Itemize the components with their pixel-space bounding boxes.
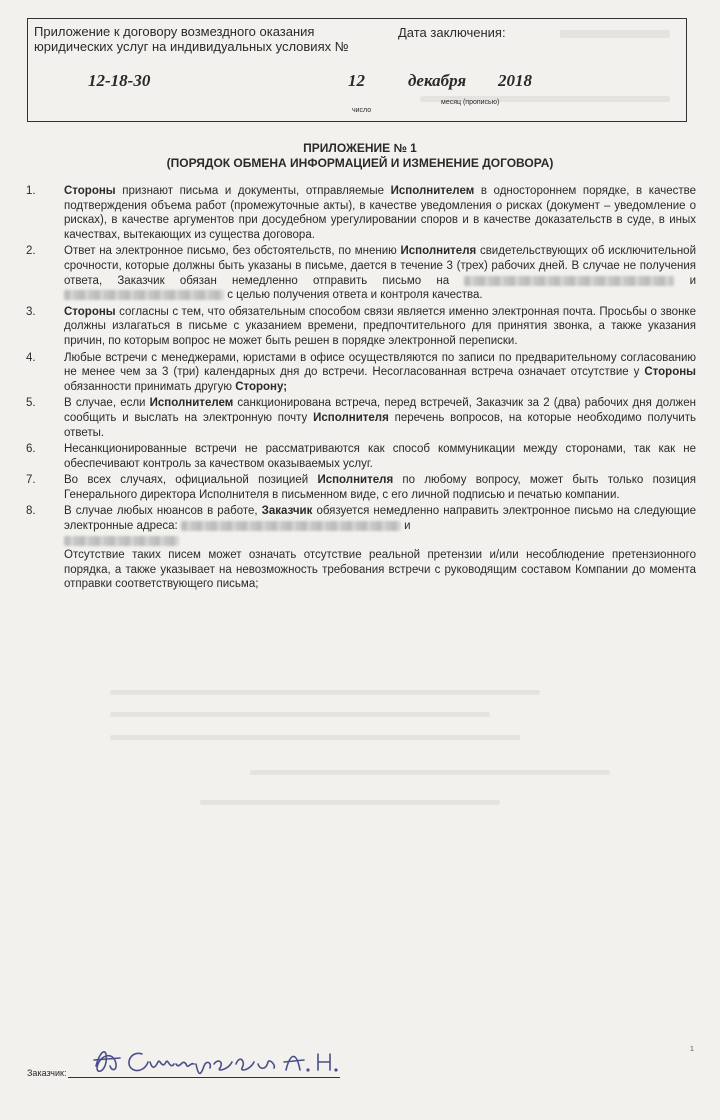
bleed-through — [110, 690, 540, 695]
clause-3 — [26, 305, 696, 349]
page-number-mark: 1 — [690, 1046, 694, 1053]
clause-5 — [26, 396, 696, 440]
header-date-label: Дата заключения: — [398, 25, 506, 40]
clause-6 — [26, 442, 696, 471]
clause-8 — [26, 504, 696, 592]
title-line-2: (ПОРЯДОК ОБМЕНА ИНФОРМАЦИЕЙ И ИЗМЕНЕНИЕ ДОГОВОРА) — [166, 156, 554, 170]
clause-number: 7. — [26, 474, 36, 487]
title-line-1: ПРИЛОЖЕНИЕ № 1 — [303, 141, 417, 155]
clause-text: Стороны согласны с тем, что обязательным способом связи является именно электронная почта. Просьбы о звонке должны излагаться в письме с указанием времени, предпочтительного для принятия звонка, а также указания причин, по которым вопрос не может быть решен в порядке электронной переписки. — [64, 305, 696, 347]
redacted-email — [181, 521, 401, 531]
clause-number: 3. — [26, 305, 36, 318]
clause-list — [26, 184, 696, 594]
clause-number: 2. — [26, 245, 36, 258]
bleed-through — [110, 712, 490, 717]
clause-number: 4. — [26, 351, 36, 364]
redacted-email — [64, 290, 224, 300]
clause-4 — [26, 351, 696, 395]
clause-1 — [26, 184, 696, 242]
header-contract-caption: Приложение к договору возмездного оказания юридических услуг на индивидуальных условиях № — [34, 24, 349, 54]
bleed-through — [250, 770, 610, 775]
handwritten-signature — [90, 1040, 350, 1084]
date-month: декабря — [408, 71, 467, 90]
date-day: 12 — [348, 71, 365, 90]
clause-number: 6. — [26, 443, 36, 456]
clause-number: 5. — [26, 397, 36, 410]
day-caption: число — [352, 107, 372, 114]
clause-text: Во всех случаях, официальной позицией Исполнителя по любому вопросу, может быть только позиция Генерального директора Исполнителя в письменном виде, с его личной подписью и печатью компании. — [64, 474, 696, 501]
clause-number: 1. — [26, 185, 36, 197]
page-title — [0, 141, 720, 171]
bleed-through — [200, 800, 500, 805]
clause-text: В случае, если Исполнителем санкционирована встреча, перед встречей, Заказчик за 2 (два) рабочих дня должен сообщить и выслать на электронную почту Исполнителя перечень вопросов, на которые необходимо получить ответы. — [64, 397, 696, 439]
month-caption: месяц (прописью) — [441, 99, 500, 106]
redacted-email — [464, 276, 674, 286]
clause-7 — [26, 473, 696, 502]
clause-text: Несанкционированные встречи не рассматриваются как способ коммуникации между сторонами, так как не обеспечивают контроль за качеством оказываемых услуг. — [64, 443, 696, 470]
contract-header-box — [27, 18, 687, 122]
contract-number: 12-18-30 — [88, 71, 151, 90]
clause-text: Стороны признают письма и документы, отправляемые Исполнителем в одностороннем порядке, в качестве подтверждения объема работ (промежуточные акты), в качестве уведомления о рисках (документ – уведомление о рисках), в качестве аргументов при досудебном урегулировании споров и в качестве доказательств в суде, в иных качествах, вытекающих из существа договора. — [64, 185, 696, 241]
clause-text: В случае любых нюансов в работе, Заказчик обязуется немедленно направить электронное письмо на следующие электронные адреса: и Отсутствие таких писем может означать отсутствие реальной претензии и/или несоблюдение претензионного порядка, а также указывает на невозможность требования встречи с руководящим составом Компании до момента отправки соответствующего письма; — [64, 505, 696, 591]
clause-number: 8. — [26, 505, 36, 518]
clause-2 — [26, 244, 696, 302]
date-year: 2018 — [498, 71, 532, 90]
signer-label: Заказчик: — [27, 1068, 67, 1078]
clause-text: Любые встречи с менеджерами, юристами в офисе осуществляются по записи по предварительному согласованию не менее чем за 3 (три) календарных дня до встречи. Несогласованная встреча означает отсутствие у Стороны обязанности принимать другую Сторону; — [64, 351, 696, 393]
clause-text: Ответ на электронное письмо, без обстоятельств, по мнению Исполнителя свидетельствующих об исключительной срочности, которые должны быть указаны в письме, дается в течение 3 (трех) рабочих дней. В случае не получения ответа, Заказчик обязан немедленно отправить письмо на и с целью получения ответа и контроля качества. — [64, 245, 696, 302]
bleed-through — [110, 735, 520, 740]
redacted-email — [64, 536, 179, 546]
